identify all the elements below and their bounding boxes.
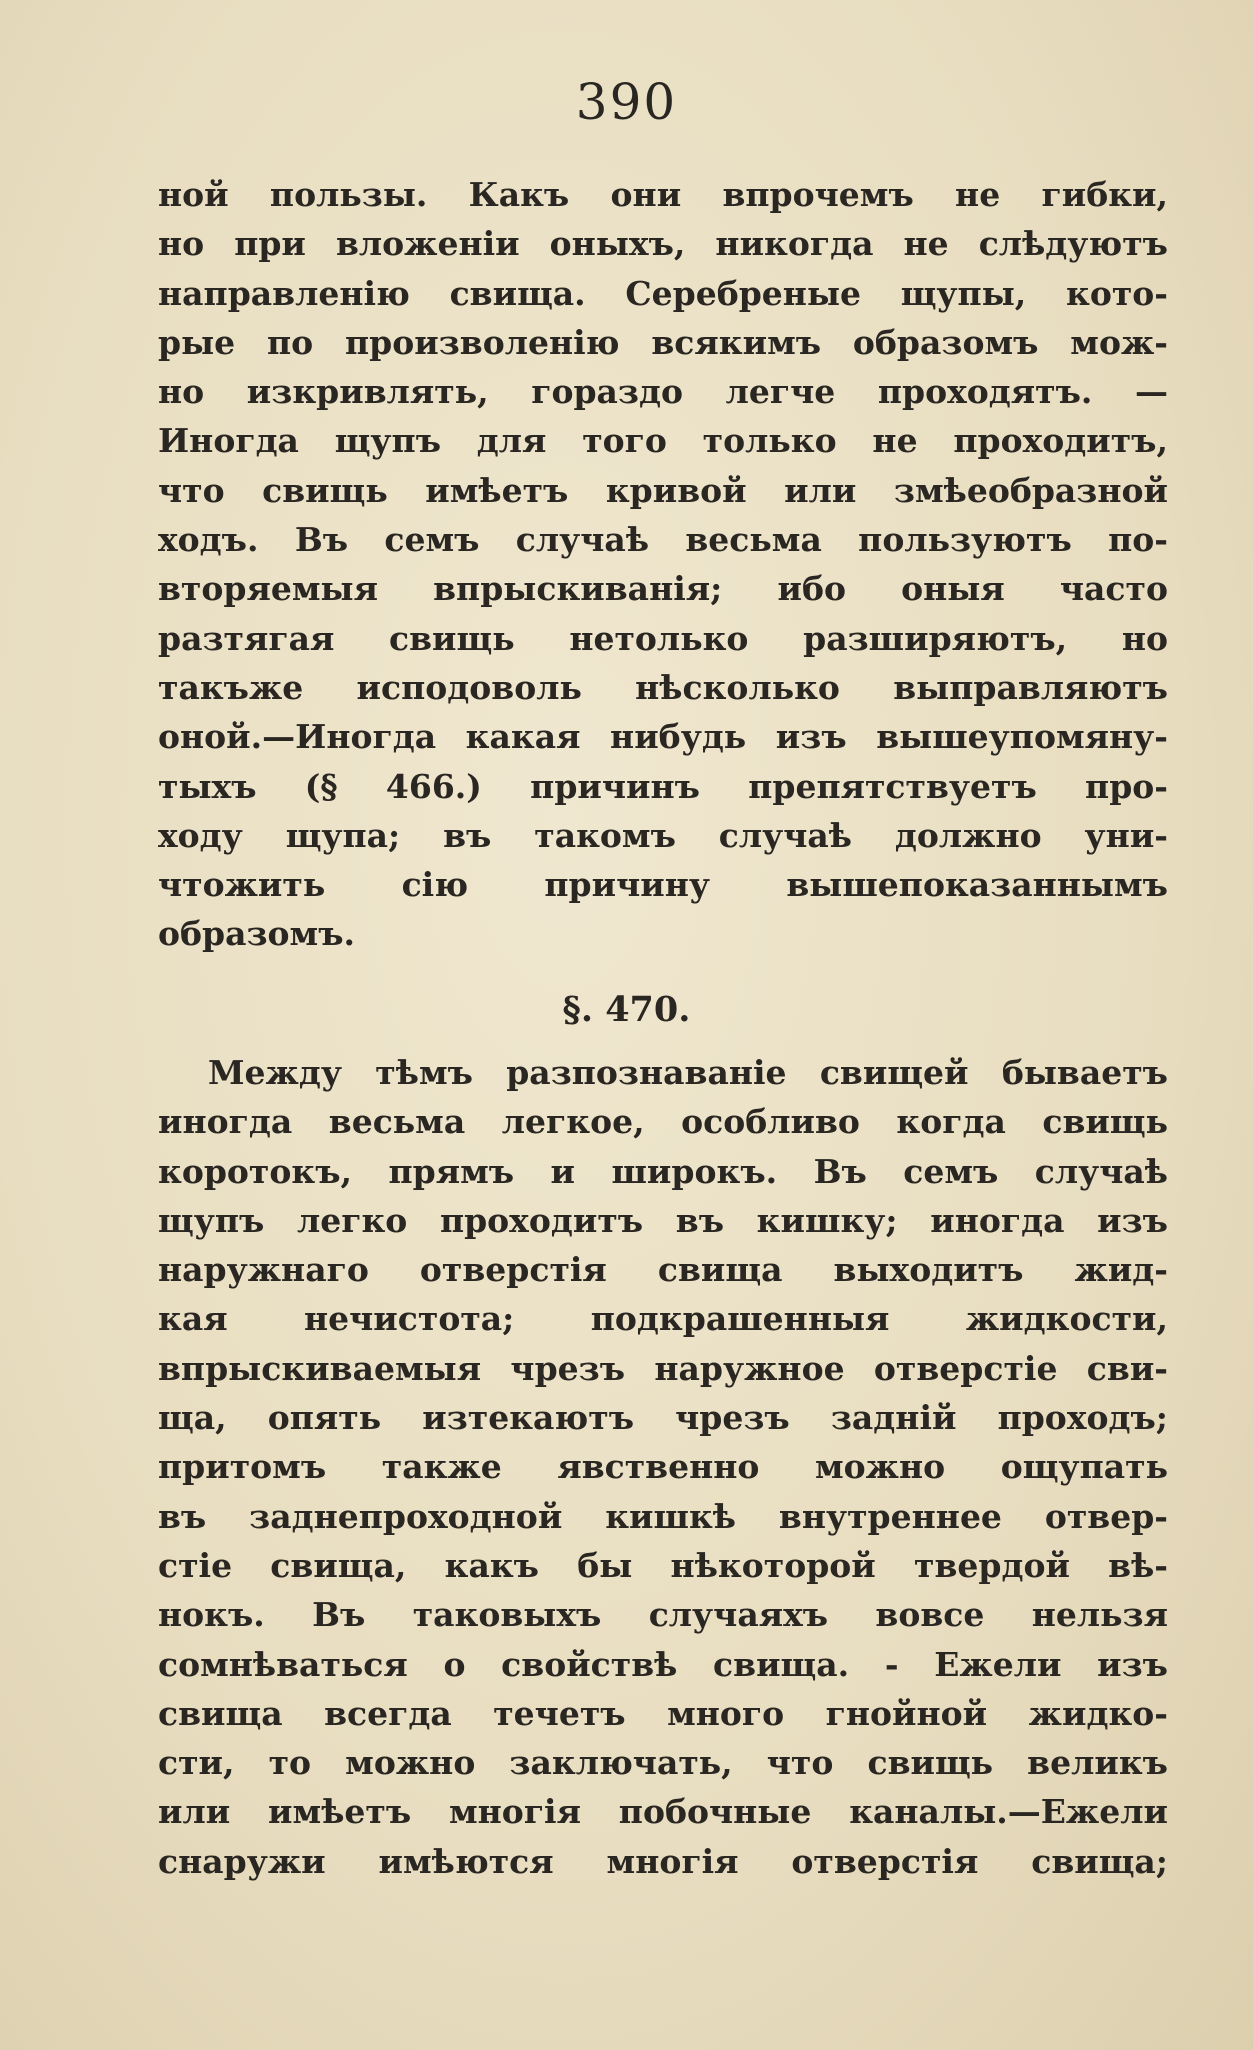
text-line: впрыскиваемыя чрезъ наружное отверстiе сви- bbox=[158, 1348, 1168, 1388]
text-line: или имѣетъ многiя побочные каналы.—Ежели bbox=[158, 1792, 1168, 1832]
text-line: щупъ легко проходитъ въ кишку; иногда изъ bbox=[158, 1200, 1168, 1240]
paragraph-1 bbox=[158, 170, 1168, 959]
text-line: направленiю свища. Серебреные щупы, кото- bbox=[158, 273, 1168, 313]
text-line: разтягая свищь нетолько разширяютъ, но bbox=[158, 618, 1168, 658]
paragraph-2 bbox=[158, 1048, 1168, 1886]
text-line: ной пользы. Какъ они впрочемъ не гибки, bbox=[158, 175, 1168, 214]
text-line: притомъ также явственно можно ощупать bbox=[158, 1447, 1168, 1487]
text-line: коротокъ, прямъ и широкъ. Въ семъ случаѣ bbox=[158, 1151, 1168, 1191]
text-line: кая нечистота; подкрашенныя жидкости, bbox=[158, 1299, 1168, 1339]
text-line: образомъ. bbox=[158, 914, 356, 954]
text-line: ща, опять изтекаютъ чрезъ заднiй проходъ; bbox=[158, 1398, 1168, 1438]
text-line: Между тѣмъ разпознаванiе свищей бываетъ bbox=[208, 1053, 1168, 1092]
text-line: иногда весьма легкое, особливо когда свищь bbox=[158, 1102, 1168, 1142]
text-line: наружнаго отверстiя свища выходитъ жид- bbox=[158, 1250, 1168, 1290]
text-line: Иногда щупъ для того только не проходитъ, bbox=[158, 421, 1168, 461]
text-line: тыхъ (§ 466.) причинъ препятствуетъ про- bbox=[158, 766, 1168, 806]
text-line: въ заднепроходной кишкѣ внутреннее отвер- bbox=[158, 1496, 1168, 1536]
text-line: сти, то можно заключать, что свищь великъ bbox=[158, 1743, 1168, 1783]
section-heading: §. 470. bbox=[562, 989, 691, 1030]
text-line: стiе свища, какъ бы нѣкоторой твердой вѣ- bbox=[158, 1545, 1168, 1585]
text-line: нокъ. Въ таковыхъ случаяхъ вовсе нельзя bbox=[158, 1595, 1168, 1635]
text-line: оной.—Иногда какая нибудь изъ вышеупомяну- bbox=[158, 717, 1168, 757]
text-line: такъже исподоволь нѣсколько выправляютъ bbox=[158, 667, 1168, 707]
text-line: но при вложенiи оныхъ, никогда не слѣдуютъ bbox=[158, 224, 1168, 264]
text-line: что свищь имѣетъ кривой или змѣеобразной bbox=[158, 470, 1168, 510]
text-line: снаружи имѣются многiя отверстiя свища; bbox=[158, 1841, 1168, 1881]
text-line: но изкривлять, гораздо легче проходятъ. — bbox=[158, 372, 1168, 412]
text-line: сомнѣваться о свойствѣ свища. - Ежели изъ bbox=[158, 1644, 1168, 1684]
text-line: рые по произволенiю всякимъ образомъ мож- bbox=[158, 322, 1168, 362]
text-line: чтожить сiю причину вышепоказаннымъ bbox=[158, 865, 1168, 905]
text-line: вторяемыя впрыскиванiя; ибо оныя часто bbox=[158, 569, 1168, 609]
text-line: ходу щупа; въ такомъ случаѣ должно уни- bbox=[158, 815, 1168, 855]
text-line: свища всегда течетъ много гнойной жидко- bbox=[158, 1693, 1168, 1733]
text-line: ходъ. Въ семъ случаѣ весьма пользуютъ по- bbox=[158, 520, 1168, 560]
page-number: 390 bbox=[575, 73, 678, 131]
